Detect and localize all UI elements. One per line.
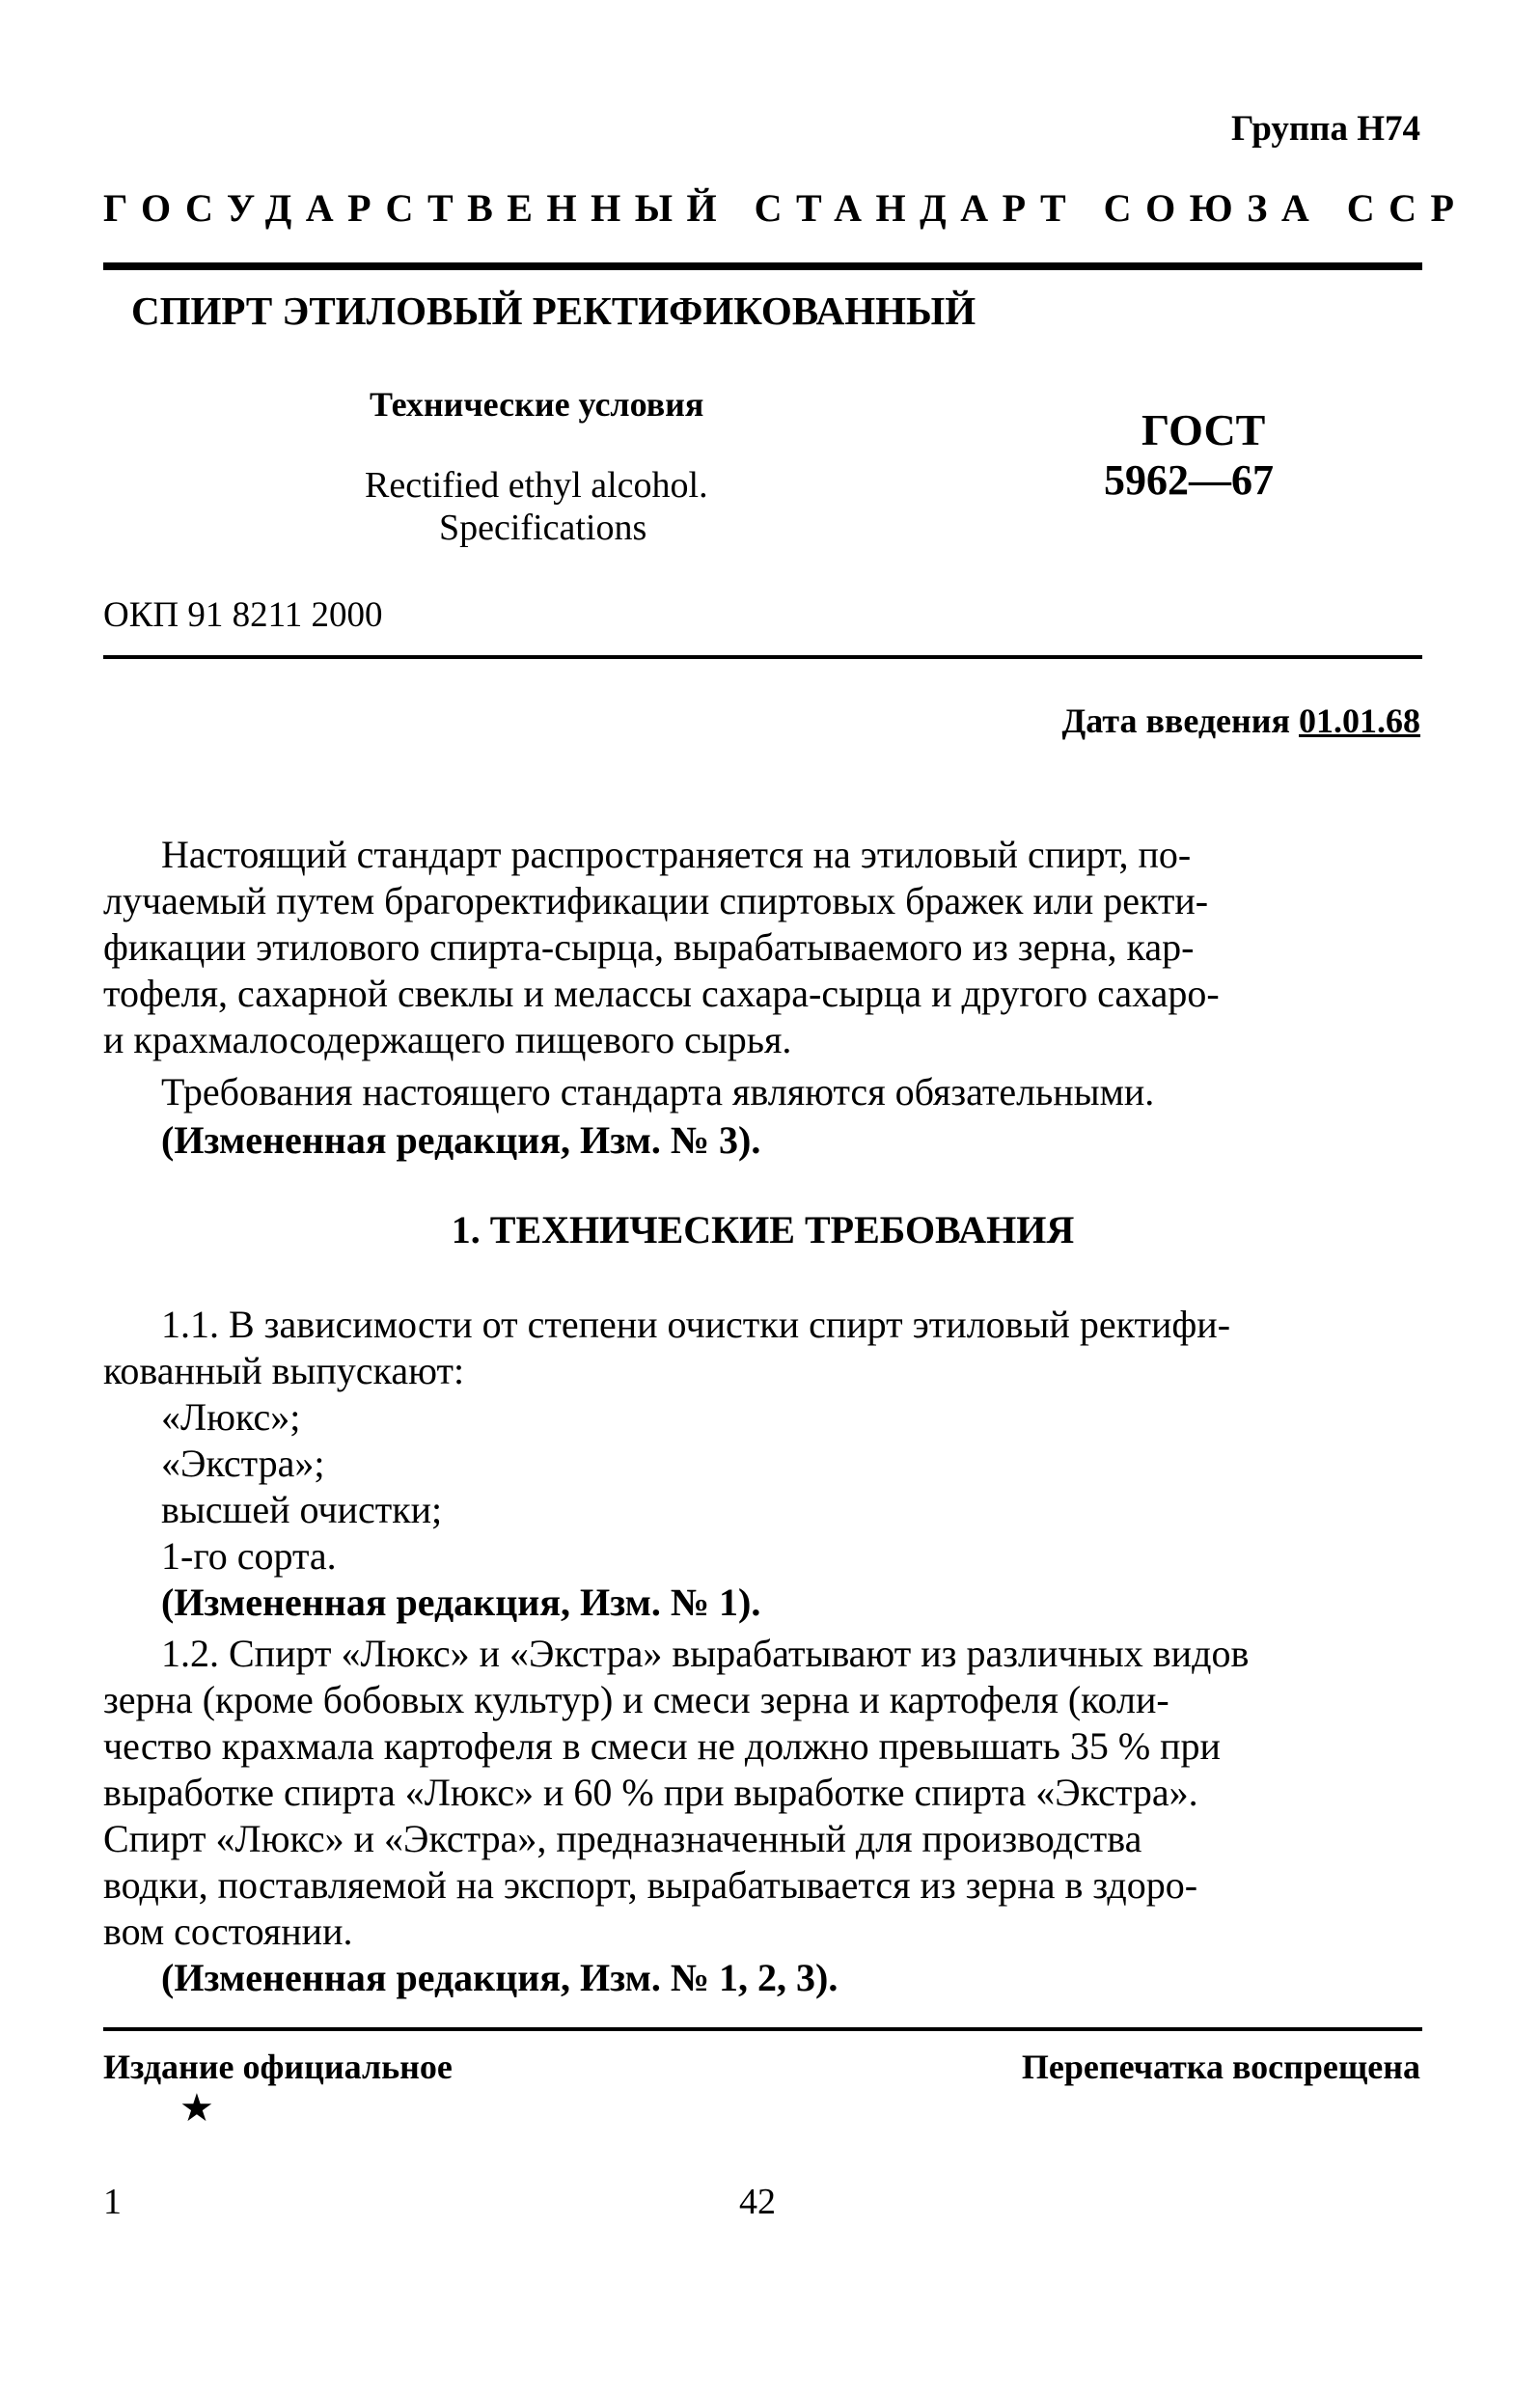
gost-number: 5962—67: [1104, 456, 1274, 504]
document-subtitle: Технические условия: [370, 385, 704, 424]
english-title-line-1: Rectified ethyl alcohol.: [365, 465, 708, 506]
grade-item-highest: высшей очистки;: [161, 1488, 443, 1531]
introduction-date-label: Дата введения: [1061, 701, 1299, 740]
middle-rule: [103, 655, 1422, 659]
clause-1-1: [103, 1302, 1422, 1626]
change-note-3: [103, 1117, 1422, 1164]
clause-line: зерна (кроме бобовых культур) и смеси зерна и картофеля (коли-: [103, 1678, 1169, 1721]
requirements-note: [103, 1069, 1422, 1115]
english-title-line-2: Specifications: [439, 508, 647, 548]
change-note-1: (Измененная редакция, Изм. № 1).: [161, 1581, 761, 1624]
grade-item-first: 1-го сорта.: [161, 1534, 337, 1578]
requirements-note-text: Требования настоящего стандарта являются обязательными.: [161, 1070, 1155, 1114]
introduction-date-value: 01.01.68: [1299, 701, 1420, 740]
intro-line: тофеля, сахарной свеклы и мелассы сахара-сырца и другого сахаро-: [103, 972, 1220, 1015]
state-standard-heading: ГОСУДАРСТВЕННЫЙ СТАНДАРТ СОЮЗА ССР: [103, 186, 1469, 230]
official-edition-label: Издание официальное: [103, 2048, 453, 2086]
bottom-rule: [103, 2027, 1422, 2031]
clause-line: вом состоянии.: [103, 1910, 353, 1953]
introduction-date: [1062, 701, 1421, 741]
gost-label: ГОСТ: [1141, 405, 1266, 454]
clause-line: кованный выпускают:: [103, 1349, 465, 1392]
intro-paragraph: [103, 832, 1422, 1063]
clause-line: выработке спирта «Люкс» и 60 % при выработке спирта «Экстра».: [103, 1771, 1198, 1814]
change-note-text: (Измененная редакция, Изм. № 3).: [161, 1118, 761, 1162]
clause-line: 1.1. В зависимости от степени очистки спирт этиловый ректифи-: [161, 1303, 1231, 1346]
clause-line: водки, поставляемой на экспорт, вырабатывается из зерна в здоро-: [103, 1863, 1198, 1907]
clause-line: Спирт «Люкс» и «Экстра», предназначенный для производства: [103, 1817, 1142, 1860]
group-code: Группа Н74: [1231, 109, 1420, 149]
grade-item-extra: «Экстра»;: [161, 1442, 325, 1485]
top-rule: [103, 262, 1422, 270]
grade-item-lux: «Люкс»;: [161, 1395, 301, 1439]
okp-code: ОКП 91 8211 2000: [103, 595, 383, 635]
intro-line: лучаемый путем брагоректификации спиртовых бражек или ректи-: [103, 879, 1209, 922]
reprint-prohibited-label: Перепечатка воспрещена: [1021, 2048, 1420, 2086]
leaf-number: 1: [103, 2182, 122, 2222]
intro-line: фикации этилового спирта-сырца, вырабатываемого из зерна, кар-: [103, 925, 1195, 969]
clause-line: 1.2. Спирт «Люкс» и «Экстра» вырабатывают из различных видов: [161, 1632, 1250, 1675]
page-number: 42: [739, 2182, 776, 2222]
intro-line: и крахмалосодержащего пищевого сырья.: [103, 1018, 792, 1061]
intro-line: Настоящий стандарт распространяется на этиловый спирт, по-: [161, 833, 1192, 876]
clause-1-2: [103, 1631, 1422, 2001]
document-title: СПИРТ ЭТИЛОВЫЙ РЕКТИФИКОВАННЫЙ: [131, 289, 976, 333]
clause-line: чество крахмала картофеля в смеси не должно превышать 35 % при: [103, 1724, 1221, 1768]
star-icon: ★: [179, 2086, 214, 2130]
change-note-1-2-3: (Измененная редакция, Изм. № 1, 2, 3).: [161, 1956, 839, 1999]
section-1-title: 1. ТЕХНИЧЕСКИЕ ТРЕБОВАНИЯ: [451, 1208, 1075, 1251]
